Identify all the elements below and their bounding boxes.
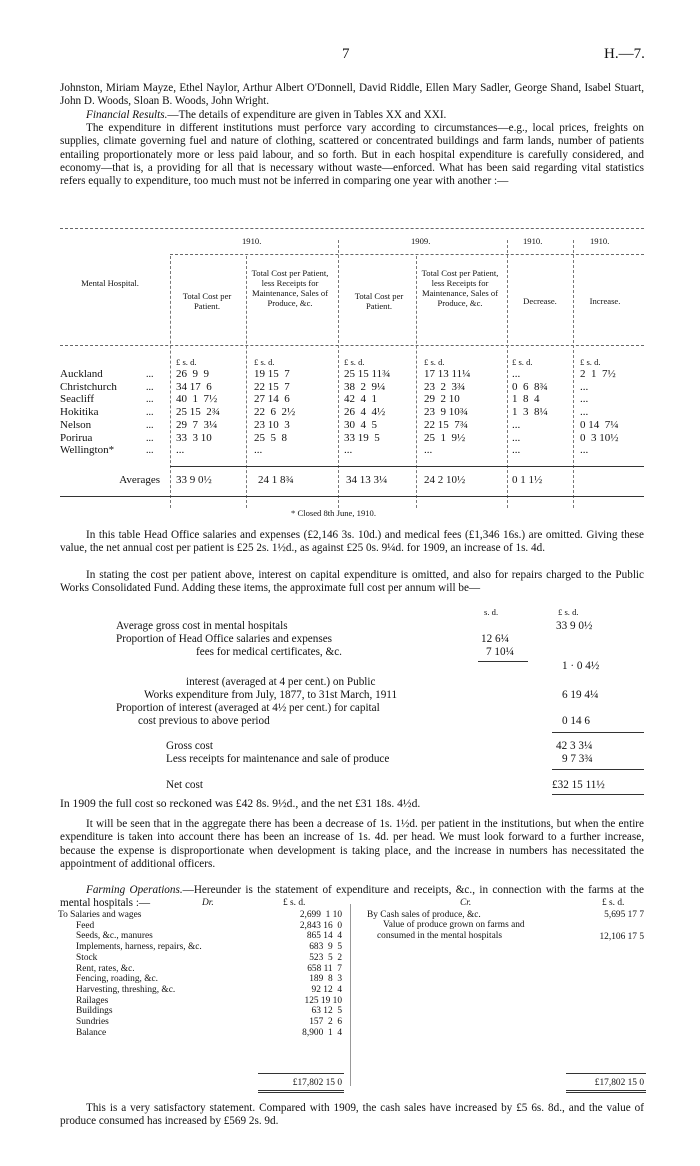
debit-label: Buildings [76,1006,113,1017]
calc-sub-head-office: 12 6¼ [481,633,509,645]
omitted-paragraph: In this table Head Office salaries and expenses (£2,146 3s. 10d.) and medical fees (£1,346 16s.) are omitted. Giving these value, the net annual cost per patient is £25 2s. 1½d., as against £25 0s. 9¼d. for 1909, an increase of 1s. 4d. [60,529,644,555]
debit-value: 865 14 4 [306,931,342,942]
units-c1: £ s. d. [176,357,197,367]
calc-value-capital: 0 14 6 [562,715,590,727]
calc-head-lsd: £ s. d. [558,607,579,617]
cost-cell-c2: 25 5 8 [254,431,287,444]
calc-value-fees-total: 1 · 0 4½ [562,660,600,672]
cost-cell-dec: ... [512,444,521,457]
calc-label-interest-2: Works expenditure from July, 1877, to 31st March, 1911 [144,689,398,701]
cost-cell-dec: ... [512,368,521,380]
avg-c3: 34 13 3¼ [346,474,388,486]
debit-label: Feed [76,920,95,931]
debit-value: 157 2 6 [309,1017,342,1027]
cost-cell-c1: 40 1 7½ [176,393,218,406]
units-c2: £ s. d. [254,357,275,367]
cost-cell-c1: 29 7 3¼ [176,418,218,431]
cost-cell-c1: ... [176,444,185,457]
hospital-name: Nelson [60,418,92,431]
debit-label: Harvesting, threshing, &c. [76,984,176,995]
debit-value: 683 9 5 [309,942,342,953]
debit-label: Rent, rates, &c. [76,963,135,974]
leader-dots: ... [146,419,154,431]
header-decrease: Decrease. [523,296,557,306]
farming-paragraph [60,884,644,911]
header-increase: Increase. [589,296,621,306]
financial-results-text: —The details of expenditure are given in Tables XX and XXI. [167,109,447,121]
calc-label-gross-avg: Average gross cost in mental hospitals [116,620,288,632]
debit-value: 8,900 1 4 [302,1027,342,1038]
dr-units: £ s. d. [283,898,306,908]
cost-cell-c2: 22 6 2½ [254,406,296,419]
cost-cell-inc: ... [580,444,589,457]
cost-cell-c3: 33 19 5 [344,431,380,444]
debit-value: 189 8 3 [309,974,342,985]
debit-label: To Salaries and wages [58,910,142,920]
debit-value: 125 19 10 [304,995,342,1006]
leader-dots: ... [146,369,154,380]
header-net-cost-1909: Total Cost per Patient, less Receipts for Maintenance, Sales of Produce, &c. [421,268,499,308]
cost-cell-c3: 26 4 4½ [344,406,386,419]
header-net-cost-1910: Total Cost per Patient, less Receipts for Maintenance, Sales of Produce, &c. [251,268,329,308]
total-credit: £17,802 15 0 [594,1078,644,1088]
cost-cell-dec: 0 6 8¾ [512,380,548,393]
cost-cell-inc: 2 1 7½ [580,368,616,380]
debit-value: 63 12 5 [311,1006,342,1017]
calc-value-gross-avg: 33 9 0½ [556,620,593,632]
financial-results-heading: Financial Results. [86,109,168,121]
cost-cell-c2: 19 15 7 [254,368,290,380]
hospital-name: Wellington* [60,444,115,457]
cr-label: Cr. [460,898,472,908]
cost-cell-c2: 23 10 3 [254,418,290,431]
calc-label-gross: Gross cost [166,740,213,752]
debit-label: Seeds, &c., manures [76,931,153,942]
debit-label: Implements, harness, repairs, &c. [76,942,202,953]
summary-1909: In 1909 the full cost so reckoned was £42 8s. 9½d., and the net £31 18s. 4½d. [60,797,421,810]
credit-cash-label: By Cash sales of produce, &c. [367,910,481,920]
calc-sub-medical-fees: 7 10¼ [486,646,514,658]
calc-value-net: £32 15 11½ [552,779,605,791]
calc-label-receipts: Less receipts for maintenance and sale of produce [166,753,390,765]
cost-cell-c4: ... [424,444,433,457]
hospital-name: Hokitika [60,406,99,419]
year-1910-c: 1910. [590,236,610,246]
year-1910-b: 1910. [523,236,543,246]
units-c3: £ s. d. [344,357,365,367]
debit-value: 92 12 4 [311,984,342,995]
hospital-name: Christchurch [60,380,117,393]
debit-value: 658 11 7 [307,963,342,974]
header-mental-hospital: Mental Hospital. [81,278,139,288]
cost-cell-c3: 25 15 11¾ [344,368,391,380]
year-1910-a: 1910. [242,236,262,246]
cost-cell-inc: 0 14 7¼ [580,418,619,431]
cost-cell-c4: 25 1 9½ [424,431,466,444]
cost-cell-dec: 1 8 4 [512,393,540,406]
credit-produce-value: 12,106 17 5 [599,932,644,942]
cost-cell-c3: ... [344,444,353,457]
financial-results-paragraph [60,109,644,122]
leader-dots: ... [146,432,154,444]
averages-label: Averages [119,474,160,486]
hospital-name: Porirua [60,431,93,444]
units-inc: £ s. d. [580,357,601,367]
hospital-name: Seacliff [60,393,95,406]
header-total-cost-1910: Total Cost per Patient. [182,291,232,311]
cost-cell-c4: 29 2 10 [424,393,460,406]
debit-value: 2,699 1 10 [299,910,342,920]
cost-cell-dec: ... [512,431,521,444]
calc-value-receipts: 9 7 3¾ [562,753,593,765]
names-paragraph: Johnston, Miriam Mayze, Ethel Naylor, Arthur Albert O'Donnell, David Riddle, Ellen Mary Sadler, George Shand, Isabel Stuart, John D. Woods, Sloan B. Woods, John Wright. [60,82,644,108]
farming-heading: Farming Operations. [86,884,183,896]
cost-cell-c4: 17 13 11¼ [424,368,471,380]
aggregate-paragraph: It will be seen that in the aggregate there has been a decrease of 1s. 1½d. per patient in the institutions, but when the entire expenditure is taken into account there has been an increase of 1s. 4d. per head. We must look forward to a further increase, because the expense is disproportionate when development is taking place, and the increase in numbers has necessitated the appointment of additional officers. [60,818,644,870]
cost-cell-c3: 42 4 1 [344,393,377,406]
units-dec: £ s. d. [512,357,533,367]
cost-cell-dec: ... [512,418,521,431]
credit-cash-value: 5,695 17 7 [604,910,644,920]
units-c4: £ s. d. [424,357,445,367]
calc-label-medical-fees: fees for medical certificates, &c. [196,646,342,658]
calc-label-head-office: Proportion of Head Office salaries and expenses [116,633,333,645]
cost-cell-c3: 38 2 9¼ [344,380,386,393]
debit-label: Sundries [76,1017,109,1027]
cost-cell-c1: 26 9 9 [176,368,209,380]
debit-value: 523 5 2 [309,952,342,963]
debit-label: Stock [76,952,98,963]
cost-cell-c2: ... [254,444,263,457]
cost-cell-c3: 30 4 5 [344,418,377,431]
avg-c1: 33 9 0½ [176,474,212,486]
expenditure-paragraph: The expenditure in different institutions must perforce vary according to circumstances—e.g., local prices, freights on supplies, climate governing fuel and nature of clothing, scattered or concentrated buildings and farm lands, number of patients entailing proportionately more or less paid labour, and so forth. But in each hospital expenditure is carefully considered, and economy—that is, a providing for all that is necessary without waste—enforced. What has been said regarding vital statistics refers equally to expenditure, too much must not be inferred in comparing one year with another :— [60,122,644,188]
header-total-cost-1909: Total Cost per Patient. [354,291,404,311]
dr-label: Dr. [202,898,214,908]
cost-cell-c4: 22 15 7¾ [424,418,468,431]
interest-paragraph: In stating the cost per patient above, interest on capital expenditure is omitted, and also for repairs charged to the Public Works Consolidated Fund. Adding these items, the approximate full cost per annum will be— [60,569,644,595]
total-debit: £17,802 15 0 [292,1078,342,1088]
calc-label-net: Net cost [166,779,203,791]
debit-label: Railages [76,995,109,1006]
cost-cell-c4: 23 9 10¾ [424,406,468,419]
hospital-name: Auckland [60,368,103,380]
closing-paragraph: This is a very satisfactory statement. Compared with 1909, the cash sales have increased by £5 6s. 8d., and the value of produce consumed has increased by £569 2s. 9d. [60,1102,644,1128]
debit-label: Fencing, roading, &c. [76,974,159,985]
leader-dots: ... [146,394,154,406]
avg-c4: 24 2 10½ [424,474,466,486]
leader-dots: ... [146,445,154,457]
calc-head-sd: s. d. [484,607,499,617]
cost-cell-dec: 1 3 8¼ [512,406,548,419]
document-reference: H.—7. [604,46,645,62]
calc-value-interest: 6 19 4¼ [562,689,599,701]
cost-cell-inc: ... [580,380,589,393]
debit-label: Balance [76,1027,107,1038]
cost-cell-inc: ... [580,393,589,406]
debit-value: 2,843 16 0 [299,920,342,931]
cost-cell-c4: 23 2 3¾ [424,380,466,393]
cost-cell-c1: 25 15 2¾ [176,406,220,419]
cost-cell-c1: 33 3 10 [176,431,212,444]
avg-dec: 0 1 1½ [512,474,543,486]
avg-c2: 24 1 8¾ [258,474,294,486]
cost-cell-inc: 0 3 10½ [580,431,619,444]
calc-label-interest-1: interest (averaged at 4 per cent.) on Public [186,676,376,688]
cost-cell-c2: 27 14 6 [254,393,290,406]
table-footnote: * Closed 8th June, 1910. [291,508,376,518]
leader-dots: ... [146,407,154,419]
calc-value-gross: 42 3 3¼ [556,740,593,752]
page-number: 7 [342,46,350,62]
farming-text: —Hereunder is the statement of expenditure and receipts, &c., in connection with the farms at the mental hospitals :— [60,884,645,910]
cost-cell-c2: 22 15 7 [254,380,290,393]
leader-dots: ... [146,381,154,393]
calc-label-capital-2: cost previous to above period [138,715,270,727]
cost-cell-inc: ... [580,406,589,419]
calc-label-capital-1: Proportion of interest (averaged at 4½ per cent.) for capital [116,702,380,714]
cr-units: £ s. d. [602,898,625,908]
year-1909: 1909. [411,236,431,246]
credit-produce-label: Value of produce grown on farms and consumed in the mental hospitals [377,920,525,941]
cost-cell-c1: 34 17 6 [176,380,212,393]
